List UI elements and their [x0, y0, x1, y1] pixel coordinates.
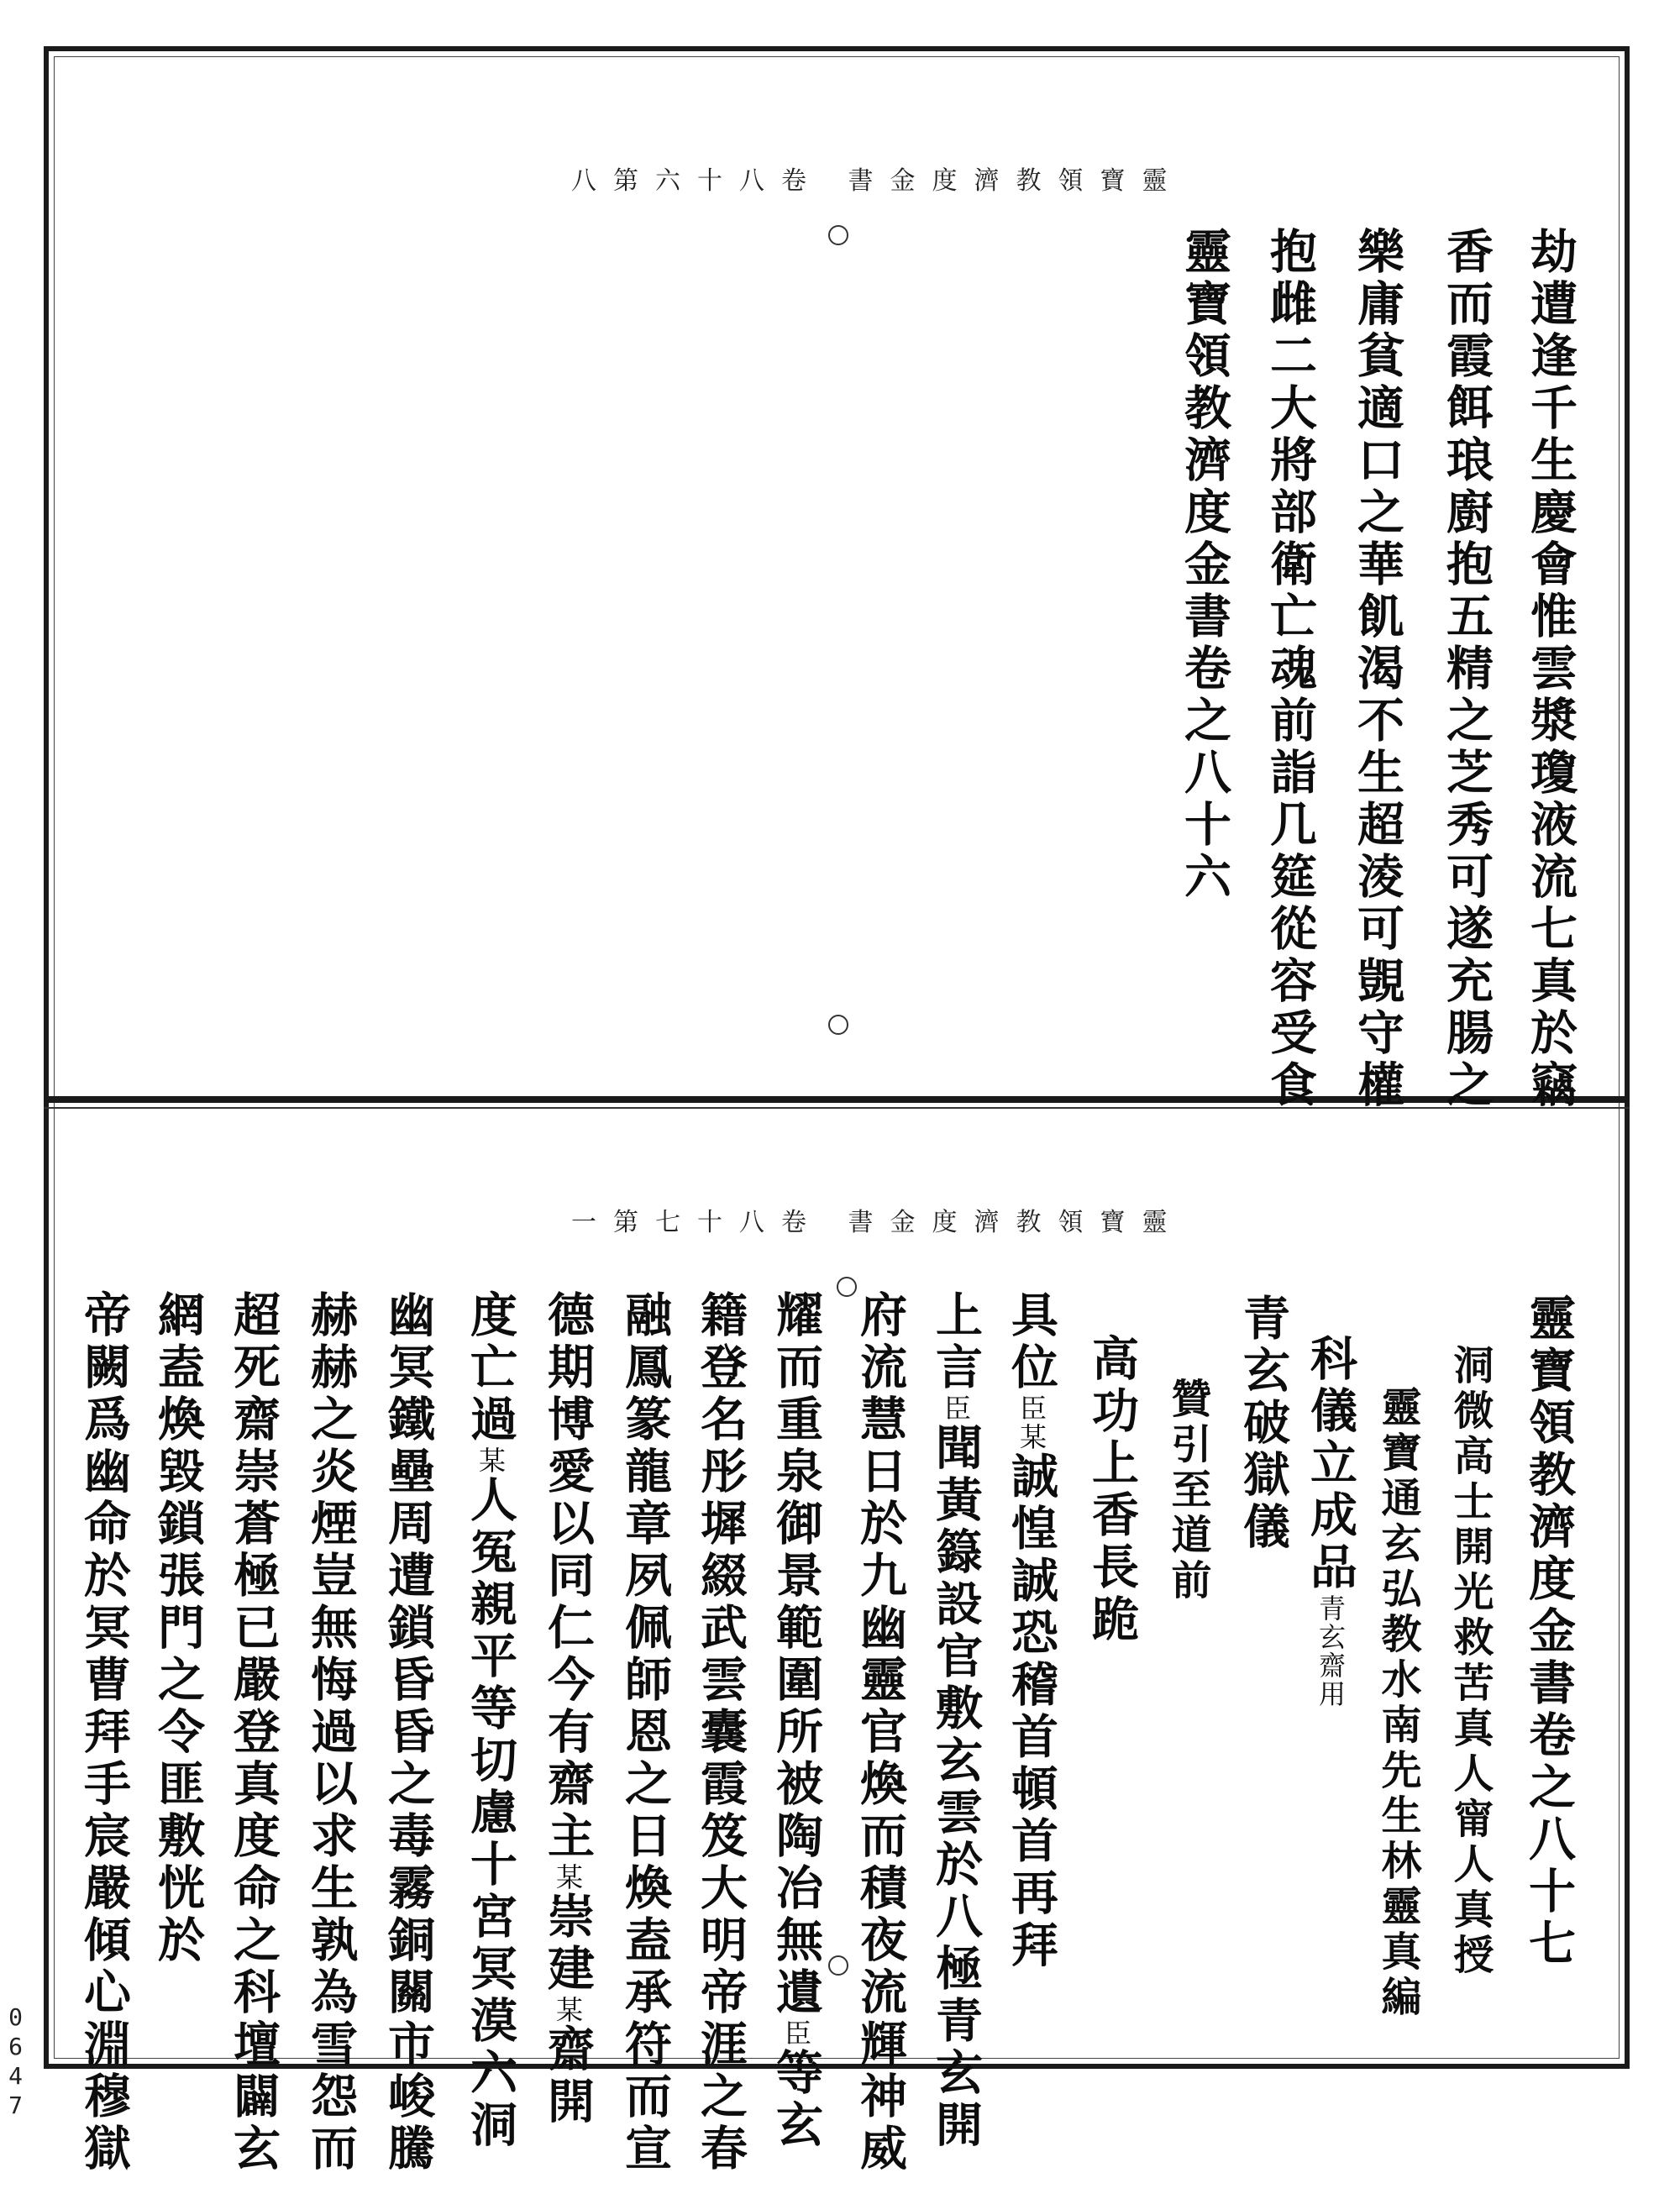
bottom-column-9-note: 臣	[940, 1394, 972, 1423]
bottom-column-15-a: 度亡過	[463, 1290, 518, 1446]
top-column-2: 香而霞餌琅廚抱五精之芝秀可遂充腸之	[1439, 227, 1494, 1112]
bottom-column-14	[540, 1290, 596, 2128]
bottom-column-11-b: 等玄	[769, 2048, 824, 2152]
bottom-column-4-note: 青玄齋用	[1315, 1594, 1347, 1708]
top-column-5: 靈寶領教濟度金書卷之八十六	[1177, 227, 1232, 904]
top-column-3: 樂庸貧適口之華飢渴不生超淩可覬守權	[1350, 227, 1405, 1112]
bottom-column-3: 靈寶通玄弘教水南先生林靈真編	[1374, 1386, 1421, 2021]
bottom-column-4	[1303, 1334, 1358, 1708]
bottom-column-14-c: 齋開	[540, 2024, 596, 2128]
bottom-column-8-b: 誠惶誠恐稽首頓首再拜	[1004, 1451, 1059, 1972]
bottom-column-19: 網盍煥毀鎖張門之令匪敷恍於	[150, 1290, 206, 1967]
bottom-column-2: 洞微高士開光救苦真人甯人真授	[1446, 1344, 1494, 1979]
bottom-header: 一第七十八卷 書金度濟教領寶靈	[571, 1208, 1184, 1237]
bottom-column-9-b: 聞黃籙設官敷玄雲於八極青玄開	[928, 1423, 984, 2152]
bottom-column-10: 府流慧日於九幽靈官煥而積夜流輝神威	[853, 1290, 908, 2175]
bottom-column-20: 帝闕爲幽命於冥曹拜手宸嚴傾心淵穆獄	[76, 1290, 132, 2175]
binding-hole-top-2	[828, 1015, 848, 1035]
bottom-column-14-a: 德期博愛以同仁今有齋主	[540, 1290, 596, 1863]
page-number: 0647	[2, 2003, 29, 2121]
binding-hole-top-1	[828, 225, 848, 245]
bottom-column-14-note: 某	[552, 1863, 584, 1892]
bottom-column-12: 籍登名彤墀綴武雲囊霞笈大明帝涯之春	[693, 1290, 748, 2175]
bottom-column-4-main: 科儀立成品	[1303, 1334, 1358, 1594]
bottom-column-15-b: 人冤親平等切慮十宮冥漠六洞	[463, 1475, 518, 2152]
bottom-column-6: 贊引至道前	[1164, 1378, 1211, 1604]
top-column-4: 抱雌二大將部衛亡魂前詣几筵從容受食	[1263, 227, 1318, 1112]
top-header: 八第六十八卷 書金度濟教領寶靈	[571, 166, 1184, 196]
bottom-column-9	[928, 1290, 984, 2152]
bottom-column-8-note: 臣某	[1016, 1394, 1047, 1451]
bottom-column-17: 赫赫之炎煙豈無悔過以求生孰為雪怨而	[303, 1290, 359, 2175]
bottom-column-16: 幽冥鐵壘周遭鎖昏昏之毒霧銅關市峻騰	[381, 1290, 436, 2175]
bottom-column-5: 青玄破獄儀	[1236, 1294, 1291, 1554]
bottom-column-14-b: 崇建	[540, 1892, 596, 1996]
bottom-column-11-note: 臣	[780, 2019, 812, 2048]
top-column-1: 劫遭逢千生慶會惟雲漿瓊液流七真於竊	[1523, 227, 1578, 1112]
bottom-column-14-note2: 某	[552, 1996, 584, 2024]
bottom-column-18: 超死齋崇蒼極已嚴登真度命之科壇闢玄	[226, 1290, 281, 2175]
bottom-column-7: 高功上香長跪	[1084, 1334, 1140, 1646]
bottom-column-11	[769, 1290, 824, 2152]
bottom-column-8	[1004, 1290, 1059, 1972]
binding-hole-bottom-2	[828, 1955, 848, 1976]
bottom-column-15-note: 某	[475, 1446, 507, 1475]
bottom-column-8-a: 具位	[1004, 1290, 1059, 1394]
bottom-column-1: 靈寶領教濟度金書卷之八十七	[1521, 1294, 1577, 1971]
bottom-column-9-a: 上言	[928, 1290, 984, 1394]
bottom-column-15	[463, 1290, 518, 2152]
bottom-column-11-a: 耀而重泉御景範圍所被陶冶無遺	[769, 1290, 824, 2019]
bottom-column-13: 融鳳篆龍章夙佩師恩之日煥盍承符而宣	[617, 1290, 673, 2175]
